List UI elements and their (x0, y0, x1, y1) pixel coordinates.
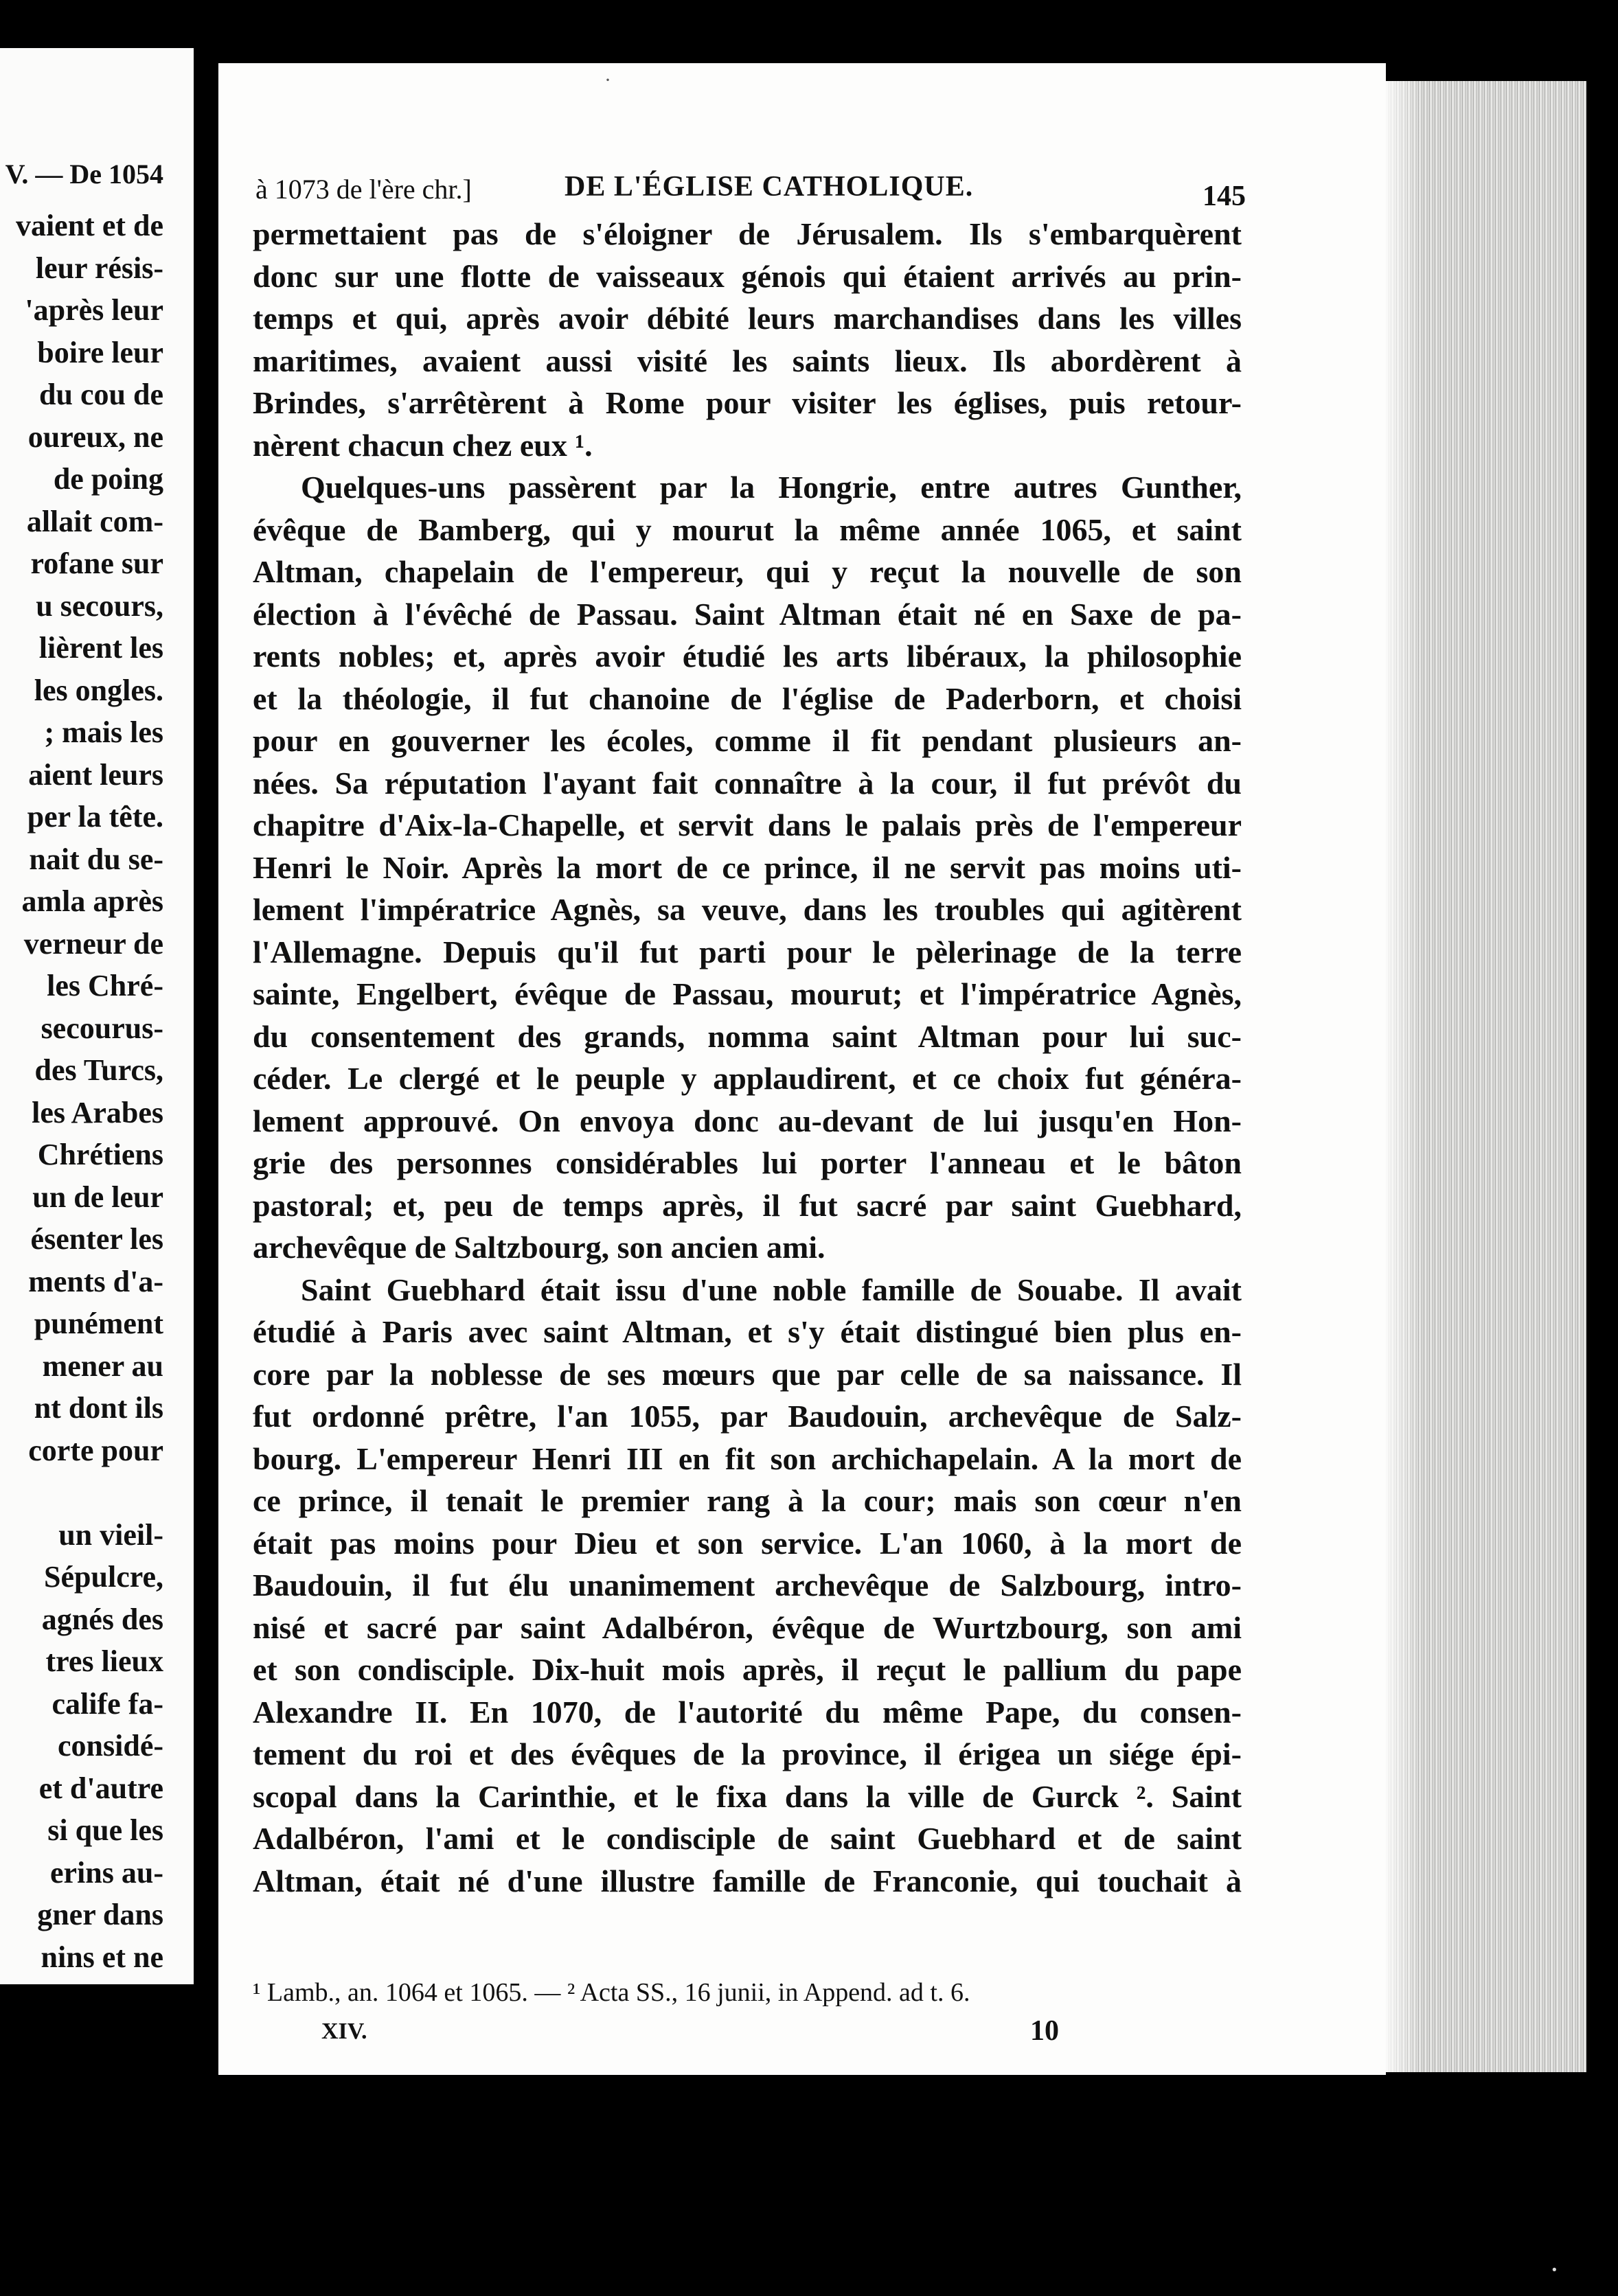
text-line: pour en gouverner les écoles, comme il fit pendant plusieurs an- (253, 723, 1242, 758)
previous-page-line: agnés des (41, 1602, 163, 1636)
previous-page-line: rofane sur (30, 547, 163, 580)
text-line: grie des personnes considérables lui porter l'anneau et le bâton (253, 1145, 1242, 1180)
previous-page-header: V. — De 1054 (5, 159, 163, 190)
text-line: Baudouin, il fut élu unanimement archevêque de Salzbourg, intro- (253, 1568, 1242, 1603)
previous-page-text (0, 205, 163, 1978)
previous-page-line: nait du se- (29, 842, 163, 876)
text-line: scopal dans la Carinthie, et le fixa dans la ville de Gurck ². Saint (253, 1778, 1242, 1814)
running-head-title: DE L'ÉGLISE CATHOLIQUE. (565, 171, 974, 203)
previous-page-line (0, 1471, 163, 1514)
previous-page-line: un vieil- (58, 1517, 163, 1552)
text-line: archevêque de Saltzbourg, son ancien ami. (253, 1230, 825, 1265)
previous-page-line: les Chré- (47, 969, 163, 1002)
previous-page-line: aient leurs (28, 757, 163, 792)
text-line: tement du roi et des évêques de la province, il érigea un siége épi- (253, 1736, 1242, 1771)
previous-page-line: secourus- (41, 1011, 163, 1045)
previous-page-line: amla après (21, 884, 163, 918)
text-line: sainte, Engelbert, évêque de Passau, mourut; et l'impératrice Agnès, (253, 976, 1242, 1011)
text-line: rents nobles; et, après avoir étudié les arts libéraux, la philosophie (253, 639, 1242, 674)
previous-page-line: et d'autre (38, 1771, 163, 1805)
text-line: lement l'impératrice Agnès, sa veuve, dans les troubles qui agitèrent (253, 892, 1242, 927)
text-line: Quelques-uns passèrent par la Hongrie, entre autres Gunther, (301, 470, 1242, 505)
previous-page-line: Sépulcre, (44, 1560, 163, 1594)
text-line: nées. Sa réputation l'ayant fait connaître à la cour, il fut prévôt du (253, 765, 1242, 801)
text-line: et la théologie, il fut chanoine de l'église de Paderborn, et choisi (253, 680, 1242, 716)
previous-page-line: considé- (58, 1729, 163, 1763)
text-line: bourg. L'empereur Henri III en fit son archichapelain. A la mort de (253, 1440, 1242, 1476)
text-line: lement approuvé. On envoya donc au-devant de lui jusqu'en Hon- (253, 1103, 1242, 1138)
previous-page-line: punément (34, 1307, 163, 1340)
previous-page-line: per la tête. (27, 800, 163, 834)
text-line: élection à l'évêché de Passau. Saint Altman était né en Saxe de pa- (253, 596, 1242, 632)
text-line: maritimes, avaient aussi visité les saints lieux. Ils abordèrent à (253, 343, 1242, 378)
signature-mark: XIV. (321, 2019, 367, 2044)
previous-page-line: 'après leur (25, 293, 163, 327)
text-line: était pas moins pour Dieu et son service. L'an 1060, à la mort de (253, 1525, 1242, 1561)
footnotes: ¹ Lamb., an. 1064 et 1065. — ² Acta SS., 16 junii, in Append. ad t. 6. (253, 1978, 970, 2007)
text-line: Henri le Noir. Après la mort de ce prince, il ne servit pas moins uti- (253, 849, 1242, 885)
running-head (255, 169, 1244, 210)
text-line: nèrent chacun chez eux ¹. (253, 427, 593, 463)
previous-page-line: nins et ne (41, 1940, 163, 1974)
previous-page-line: nt dont ils (34, 1391, 163, 1425)
corner-mark: · (1549, 2253, 1560, 2286)
text-line: Adalbéron, l'ami et le condisciple de saint Guebhard et de saint (253, 1821, 1242, 1856)
text-line: temps et qui, après avoir débité leurs marchandises dans les villes (253, 301, 1242, 336)
text-line: Alexandre II. En 1070, de l'autorité du même Pape, du consen- (253, 1694, 1242, 1730)
text-line: Altman, chapelain de l'empereur, qui y reçut la nouvelle de son (253, 554, 1242, 589)
previous-page-line: tres lieux (45, 1644, 163, 1678)
speck-mark: · (604, 69, 611, 91)
text-line: ce prince, il tenait le premier rang à la cour; mais son cœur n'en (253, 1483, 1242, 1518)
text-line: évêque de Bamberg, qui y mourut la même année 1065, et saint (253, 512, 1242, 547)
page-number: 145 (1203, 181, 1246, 212)
text-line: l'Allemagne. Depuis qu'il fut parti pour le pèlerinage de la terre (253, 934, 1242, 969)
text-line: fut ordonné prêtre, l'an 1055, par Baudouin, archevêque de Salz- (253, 1399, 1242, 1434)
book-gutter (194, 41, 221, 2032)
previous-page-line: allait com- (26, 504, 163, 538)
previous-page-line: de poing (53, 462, 163, 496)
text-line: et son condisciple. Dix-huit mois après, il reçut le pallium du pape (253, 1652, 1242, 1687)
previous-page-line: des Turcs, (34, 1053, 163, 1087)
previous-page-line: oureux, ne (27, 420, 163, 454)
previous-page-line: vaient et de (15, 209, 163, 242)
previous-page-line: lièrent les (38, 631, 163, 665)
text-line: Altman, était né d'une illustre famille de Franconie, qui touchait à (253, 1863, 1242, 1898)
previous-page-line: les ongles. (34, 673, 163, 707)
text-line: nisé et sacré par saint Adalbéron, évêque de Wurtzbourg, son ami (253, 1609, 1242, 1645)
sheet-number: 10 (1030, 2015, 1059, 2047)
text-line: du consentement des grands, nomma saint Altman pour lui suc- (253, 1018, 1242, 1054)
previous-page-line: calife fa- (52, 1686, 163, 1721)
text-line: pastoral; et, peu de temps après, il fut sacré par saint Guebhard, (253, 1187, 1242, 1223)
previous-page-line: si que les (47, 1813, 163, 1847)
previous-page-line: u secours, (36, 588, 163, 623)
previous-page-line: ésenter les (30, 1222, 163, 1256)
previous-page-line: ments d'a- (28, 1264, 163, 1298)
previous-page-line: boire leur (37, 335, 163, 369)
previous-page-line: du cou de (39, 378, 163, 411)
previous-page-line: gner dans (37, 1898, 163, 1931)
text-line: céder. Le clergé et le peuple y applaudirent, et ce choix fut généra- (253, 1061, 1242, 1096)
previous-page-line: mener au (42, 1348, 163, 1383)
text-line: Brindes, s'arrêtèrent à Rome pour visiter les églises, puis retour- (253, 385, 1242, 420)
previous-page-line: ; mais les (44, 715, 163, 749)
previous-page-line: verneur de (23, 926, 163, 961)
previous-page-line: erins au- (50, 1855, 163, 1890)
page-body-text (253, 213, 1242, 1902)
previous-page-line: Chrétiens (37, 1138, 163, 1171)
previous-page-line: un de leur (32, 1180, 163, 1214)
running-head-dates: à 1073 de l'ère chr.] (255, 174, 472, 205)
previous-page-line: corte pour (28, 1433, 163, 1467)
text-line: permettaient pas de s'éloigner de Jérusalem. Ils s'embarquèrent (253, 216, 1242, 251)
text-line: étudié à Paris avec saint Altman, et s'y était distingué bien plus en- (253, 1314, 1242, 1349)
text-line: core par la noblesse de ses mœurs que par celle de sa naissance. Il (253, 1356, 1242, 1392)
text-line: Saint Guebhard était issu d'une noble famille de Souabe. Il avait (301, 1272, 1242, 1307)
previous-page (0, 48, 199, 1984)
text-line: donc sur une flotte de vaisseaux génois qui étaient arrivés au prin- (253, 258, 1242, 294)
previous-page-line: leur résis- (35, 251, 163, 285)
text-line: chapitre d'Aix-la-Chapelle, et servit dans le palais près de l'empereur (253, 807, 1242, 842)
previous-page-line: les Arabes (32, 1095, 163, 1129)
page-edge-shadow (1380, 81, 1422, 2072)
